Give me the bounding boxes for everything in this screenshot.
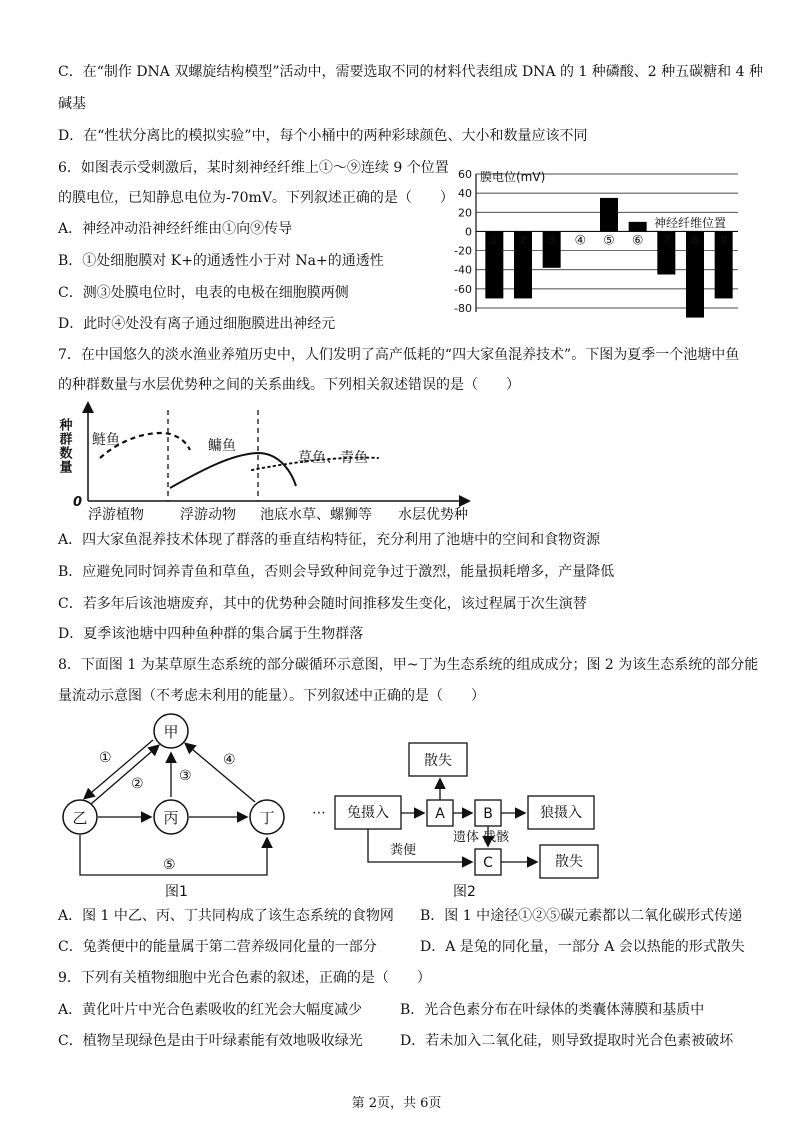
arrow-path-4	[186, 744, 255, 802]
energy-flow-diagram	[308, 738, 608, 900]
x-axis-label: 水层优势种	[398, 507, 468, 523]
q7-stem-line1: 7．在中国悠久的淡水渔业养殖历史中，人们发明了高产低耗的“四大家鱼混养技术”。下图为夏季一个池塘中鱼	[58, 347, 740, 363]
q6-stem-line1: 6．如图表示受刺激后，某时刻神经纤维上①～⑨连续 9 个位置	[58, 160, 449, 176]
q8-option-a: A．图 1 中乙、丙、丁共同构成了该生态系统的食物网	[58, 908, 394, 924]
node-jia-label: 甲	[163, 723, 179, 741]
q6-option-d: D．此时④处没有离子通过细胞膜进出神经元	[58, 316, 336, 332]
label-rabbit-intake: 兔摄入	[347, 805, 389, 821]
label-path-5: ⑤	[163, 857, 176, 873]
q9-option-d: D．若未加入二氧化硅，则导致提取时光合色素被破坏	[400, 1033, 734, 1049]
grass-black-carp-label: 草鱼、青鱼	[298, 450, 368, 466]
bighead-carp-curve	[170, 453, 296, 488]
label-a: A	[435, 806, 445, 822]
chart-ylabel: 膜电位(mV)	[480, 170, 546, 184]
node-bing-label: 丙	[163, 809, 179, 827]
q7-option-c: C．若多年后该池塘废弃，其中的优势种会随时间推移发生变化，该过程属于次生演替	[58, 596, 587, 612]
chart-xlabel: 神经纤维位置	[654, 216, 727, 230]
label-path-1: ①	[99, 750, 112, 766]
x-category-label: ⑧	[689, 233, 701, 249]
node-yi-label: 乙	[72, 809, 88, 827]
q6-option-c: C．测③处膜电位时，电表的电极在细胞膜两侧	[58, 285, 349, 301]
origin-label: 0	[73, 495, 83, 510]
q6-stem-line2: 的膜电位，已知静息电位为-70mV。下列叙述正确的是（ ）	[58, 190, 454, 206]
fig1-caption: 图1	[165, 884, 188, 900]
q8-option-d: D．A 是兔的同化量，一部分 A 会以热能的形式散失	[420, 939, 745, 955]
q6-option-a: A．神经冲动沿神经纤维由①向⑨传导	[58, 221, 293, 237]
q8-stem-line1: 8．下面图 1 为某草原生态系统的部分碳循环示意图，甲~丁为生态系统的组成成分；图 2 为该生态系统的部分能	[58, 657, 759, 673]
bighead-carp-label: 鳙鱼	[208, 438, 236, 454]
q5-option-c-line2: 碱基	[58, 96, 86, 112]
zone-label-zooplankton: 浮游动物	[180, 507, 236, 523]
x-category-label: ⑨	[717, 233, 730, 249]
y-tick-label: -80	[454, 302, 472, 315]
node-ding-label: 丁	[259, 809, 275, 827]
membrane-potential-chart	[440, 162, 745, 330]
q8-option-b: B．图 1 中途径①②⑤碳元素都以二氧化碳形式传递	[420, 908, 743, 924]
label-wolf-intake: 狼摄入	[540, 805, 582, 821]
y-tick-label: 0	[465, 225, 472, 239]
y-tick-label: 40	[458, 187, 472, 201]
bar	[629, 222, 647, 232]
q8-stem-line2: 量流动示意图（不考虑未利用的能量）。下列叙述中正确的是（ ）	[58, 688, 485, 704]
fish-population-chart	[56, 398, 482, 524]
y-tick-label: 20	[458, 206, 472, 220]
label-path-4: ④	[223, 752, 236, 768]
zone-label-phytoplankton: 浮游植物	[88, 507, 144, 523]
x-category-label: ④	[574, 233, 587, 249]
label-loss-top: 散失	[424, 753, 452, 769]
q9-option-a: A．黄化叶片中光合色素吸收的红光会大幅度减少	[58, 1002, 363, 1018]
x-category-label: ②	[517, 233, 529, 249]
q6-option-b: B．①处细胞膜对 K+的通透性小于对 Na+的通透性	[58, 253, 384, 269]
q8-option-c: C．兔粪便中的能量属于第二营养级同化量的一部分	[58, 939, 377, 955]
x-category-label: ⑥	[631, 233, 644, 249]
label-b: B	[483, 806, 493, 822]
page-footer: 第 2页，共 6页	[351, 1096, 442, 1111]
q7-option-d: D．夏季该池塘中四种鱼种群的集合属于生物群落	[58, 626, 364, 642]
label-c: C	[483, 855, 493, 871]
x-category-label: ⑦	[660, 233, 673, 249]
q7-option-b: B．应避免同时饲养青鱼和草鱼，否则会导致种间竞争过于激烈，能量损耗增多，产量降低	[58, 564, 615, 580]
q5-option-c-line1: C．在“制作 DNA 双螺旋结构模型”活动中，需要选取不同的材料代表组成 DNA 的 1 种磷酸、2 种五碳糖和 4 种	[58, 64, 763, 80]
y-tick-label: -40	[454, 263, 472, 277]
q5-option-d: D．在“性状分离比的模拟实验”中，每个小桶中的两种彩球颜色、大小和数量应该不同	[58, 128, 588, 144]
silver-carp-label: 鲢鱼	[92, 432, 120, 448]
label-feces: 粪便	[390, 843, 417, 858]
carbon-cycle-diagram	[55, 712, 300, 900]
continuation-dots: ⋯	[312, 805, 326, 821]
bar	[600, 198, 618, 232]
y-tick-label: 60	[458, 168, 472, 181]
x-category-label: ①	[488, 233, 501, 249]
zone-label-bottom: 池底水草、螺狮等	[260, 507, 372, 523]
label-path-3: ③	[179, 768, 192, 784]
q7-option-a: A．四大家鱼混养技术体现了群落的垂直结构特征，充分利用了池塘中的空间和食物资源	[58, 532, 601, 548]
y-axis-label: 种群数量	[56, 418, 72, 474]
fig2-caption: 图2	[453, 884, 476, 900]
q9-option-c: C．植物呈现绿色是由于叶绿素能有效地吸收绿光	[58, 1033, 363, 1049]
y-tick-label: -20	[454, 244, 472, 258]
q7-stem-line2: 的种群数量与水层优势种之间的关系曲线。下列相关叙述错误的是（ ）	[58, 377, 520, 393]
x-category-label: ⑤	[603, 233, 615, 249]
y-tick-label: -60	[454, 282, 472, 296]
label-path-2: ②	[131, 776, 144, 792]
q9-option-b: B．光合色素分布在叶绿体的类囊体薄膜和基质中	[400, 1002, 705, 1018]
q9-stem: 9．下列有关植物细胞中光合色素的叙述，正确的是（ ）	[58, 970, 431, 986]
label-remains: 遗体 残骸	[453, 830, 510, 845]
label-loss-right: 散失	[555, 854, 583, 870]
x-category-label: ③	[545, 233, 558, 249]
